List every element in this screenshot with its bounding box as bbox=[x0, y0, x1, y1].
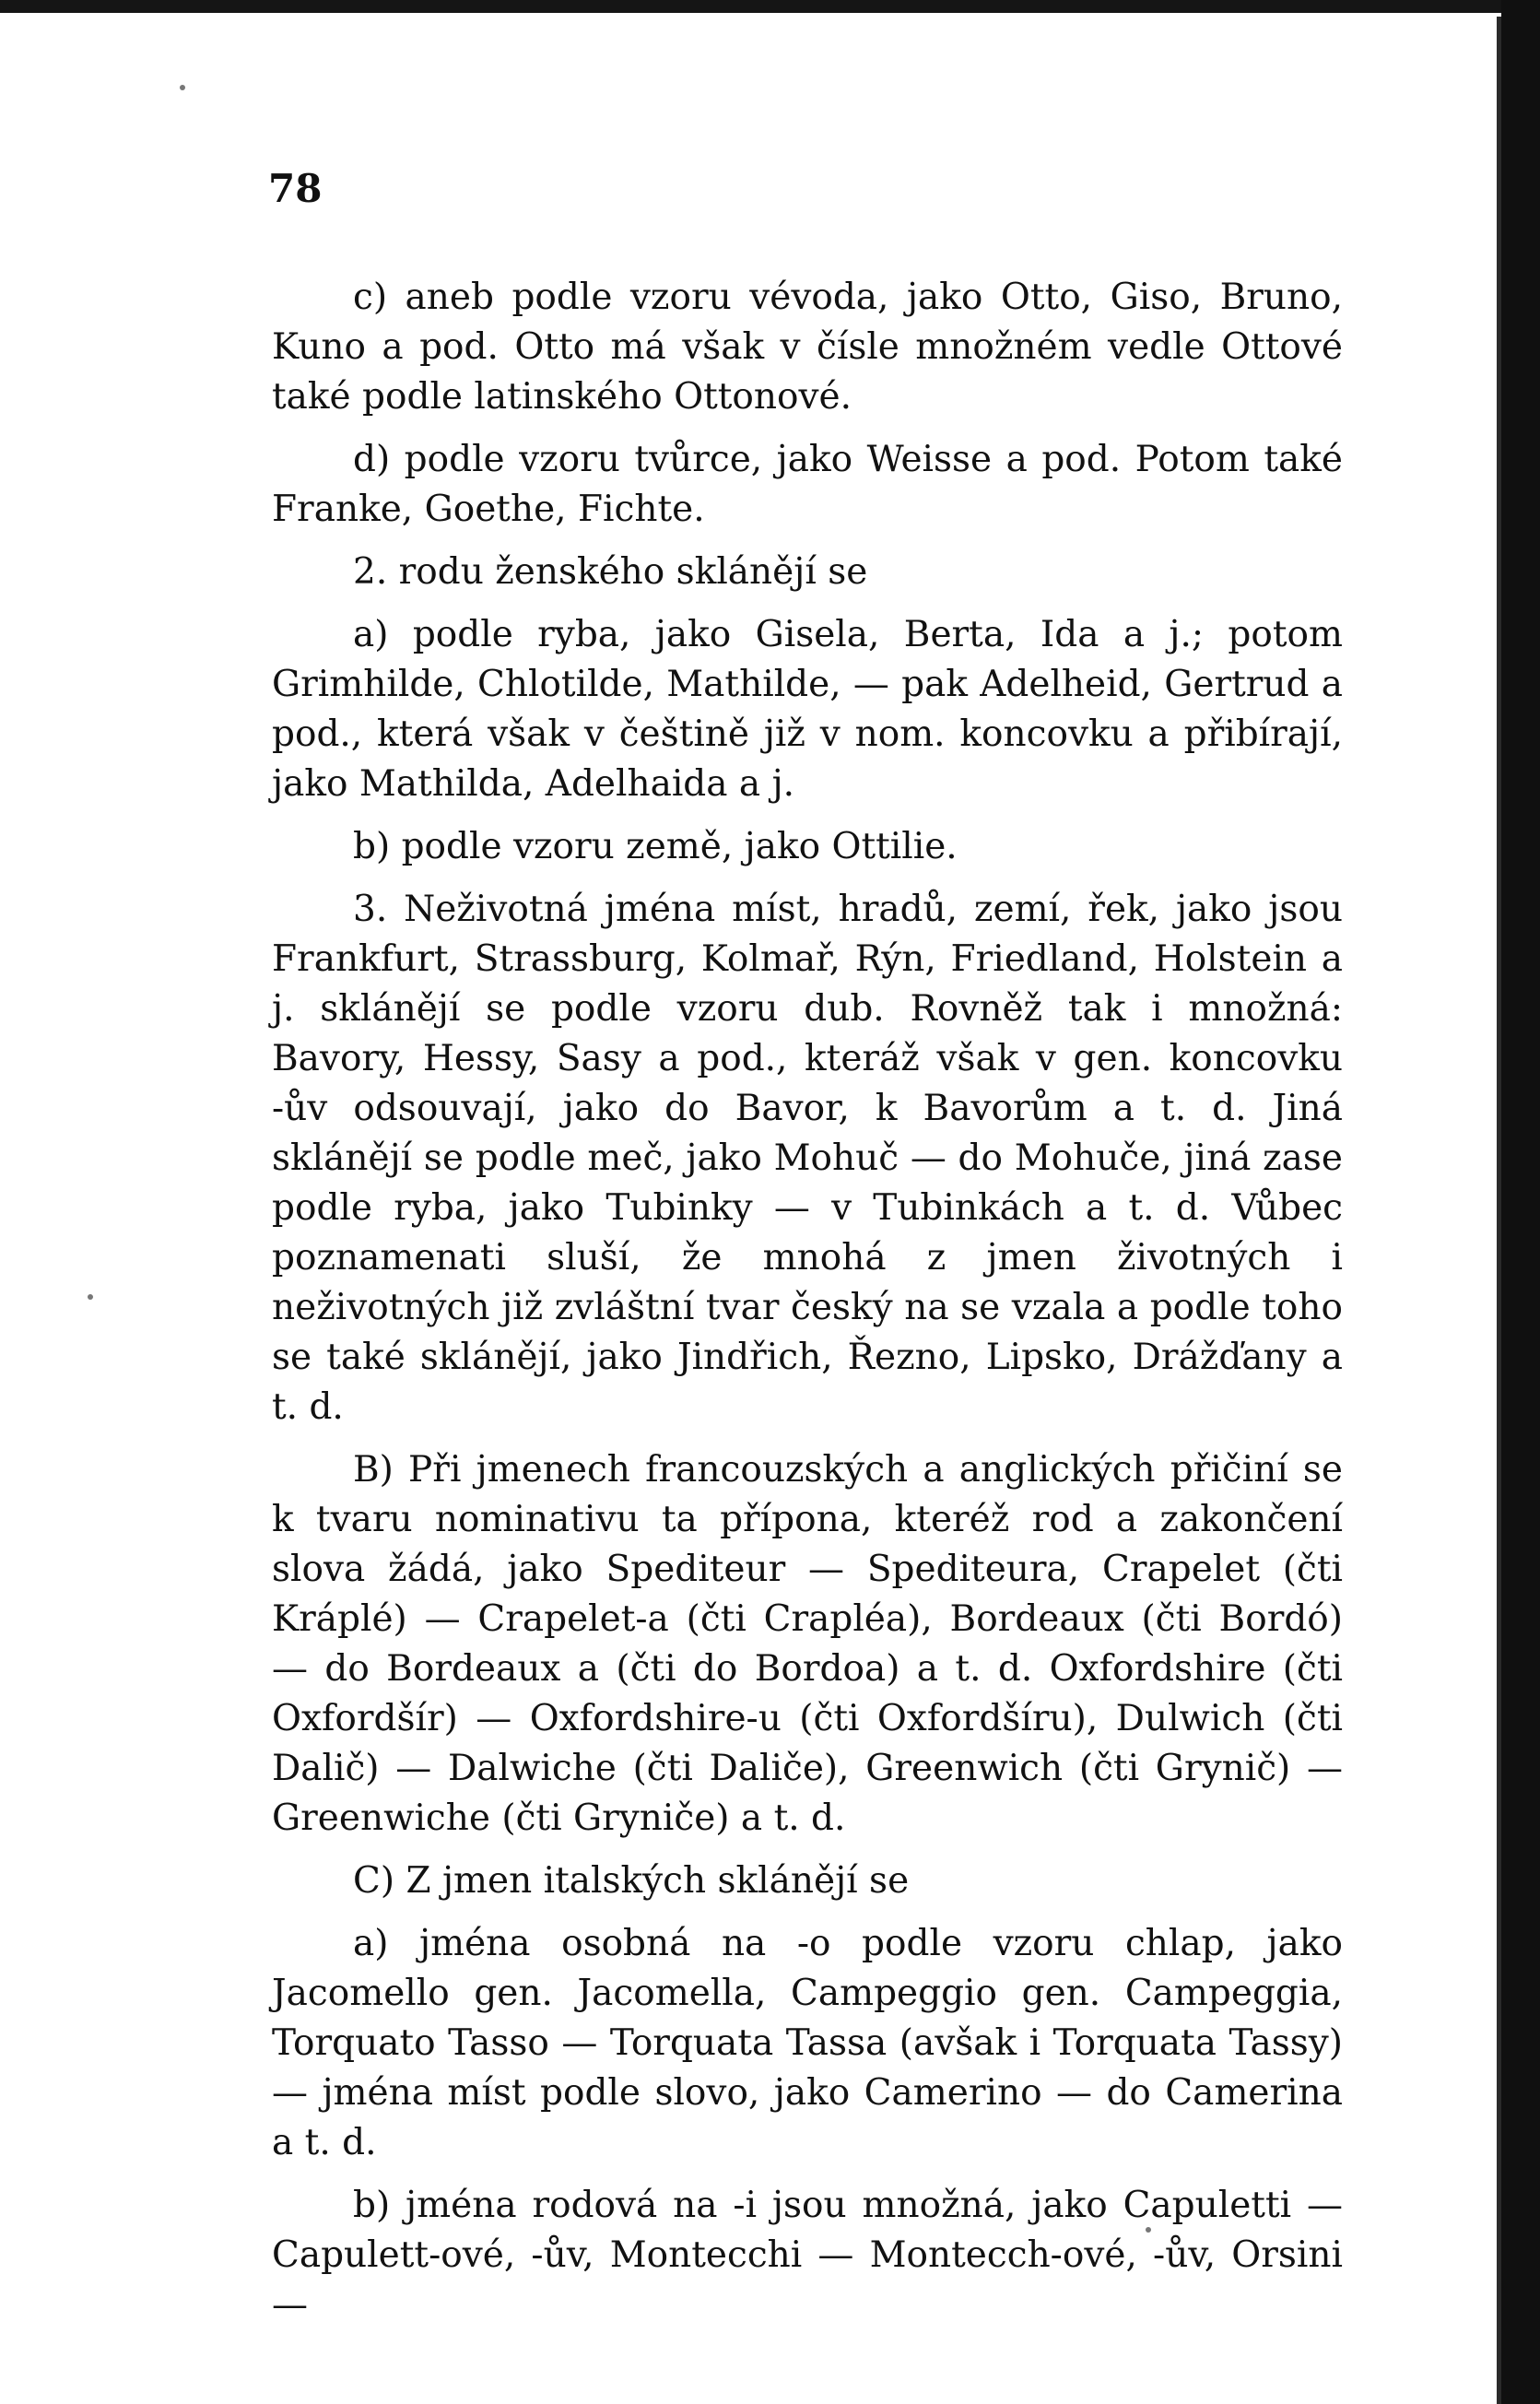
paragraph-b-rodova: b) jména rodová na -i jsou množná, jako Capuletti — Capulett-ové, -ův, Montecchi — Montecch-ové, -ův, Orsini — bbox=[272, 2185, 1343, 2326]
paragraph-b-zeme: b) podle vzoru země, jako Ottilie. bbox=[353, 826, 958, 867]
paragraph-a-osobna: a) jména osobná na -o podle vzoru chlap, jako Jacomello gen. Jacomella, Campeggio gen. Campeggia, Torquato Tasso — Torquata Tassa (avšak i Torquata Tassy) — jména míst podle slovo, jako Camerino — do Camerina a t. d. bbox=[272, 1923, 1343, 2163]
book-page bbox=[0, 13, 1497, 2404]
paragraph-2-zensky-rod: 2. rodu ženského sklánějí se bbox=[353, 551, 868, 593]
paragraph-3-nezivotna: 3. Neživotná jména míst, hradů, zemí, řek, jako jsou Frankfurt, Strassburg, Kolmař, Rýn, Friedland, Holstein a j. sklánějí se podle vzoru dub. Rovněž tak i množná: Bavory, Hessy, Sasy a pod., kteráž však v gen. koncovku -ův odsouvají, jako do Bavor, k Bavorům a t. d. Jiná sklánějí se podle meč, jako Mohuč — do Mohuče, jiná zase podle ryba, jako Tubinky — v Tubinkách a t. d. Vůbec poznamenati sluší, že mnohá z jmen životných i neživotných již zvláštní tvar český na se vzala a podle toho se také sklánějí, jako Jindřich, Řezno, Lipsko, Drážďany a t. d. bbox=[272, 889, 1343, 1428]
paragraph-C-italska: C) Z jmen italských sklánějí se bbox=[353, 1860, 910, 1902]
scan-speck bbox=[180, 85, 185, 90]
scan-right-border bbox=[1501, 0, 1540, 2404]
page-number: 78 bbox=[268, 166, 323, 211]
scan-speck bbox=[88, 1294, 93, 1300]
paragraph-d-tvurce: d) podle vzoru tvůrce, jako Weisse a pod. Potom také Franke, Goethe, Fichte. bbox=[272, 439, 1343, 530]
scan-speck bbox=[1146, 2227, 1151, 2233]
paragraph-B-francouzska: B) Při jmenech francouzských a anglických přičiní se k tvaru nominativu ta přípona, kteréž rod a zakončení slova žádá, jako Spediteur — Spediteura, Crapelet (čti Kráplé) — Crapelet-a (čti Crapléa), Bordeaux (čti Bordó) — do Bordeaux a (čti do Bordoa) a t. d. Oxfordshire (čti Oxfordšír) — Oxfordshire-u (čti Oxfordšíru), Dulwich (čti Dalič) — Dalwiche (čti Daliče), Greenwich (čti Grynič) — Greenwiche (čti Gryniče) a t. d. bbox=[272, 1449, 1343, 1839]
paragraph-a-ryba: a) podle ryba, jako Gisela, Berta, Ida a j.; potom Grimhilde, Chlotilde, Mathilde, — pak Adelheid, Gertrud a pod., která však v češtině již v nom. koncovku a přibírají, jako Mathilda, Adelhaida a j. bbox=[272, 614, 1343, 805]
page-body bbox=[272, 273, 1343, 2330]
scan-top-border bbox=[0, 0, 1540, 13]
paragraph-c-vevoda: c) aneb podle vzoru vévoda, jako Otto, Giso, Bruno, Kuno a pod. Otto má však v čísle množném vedle Ottové také podle latinského Ottonové. bbox=[272, 277, 1343, 418]
